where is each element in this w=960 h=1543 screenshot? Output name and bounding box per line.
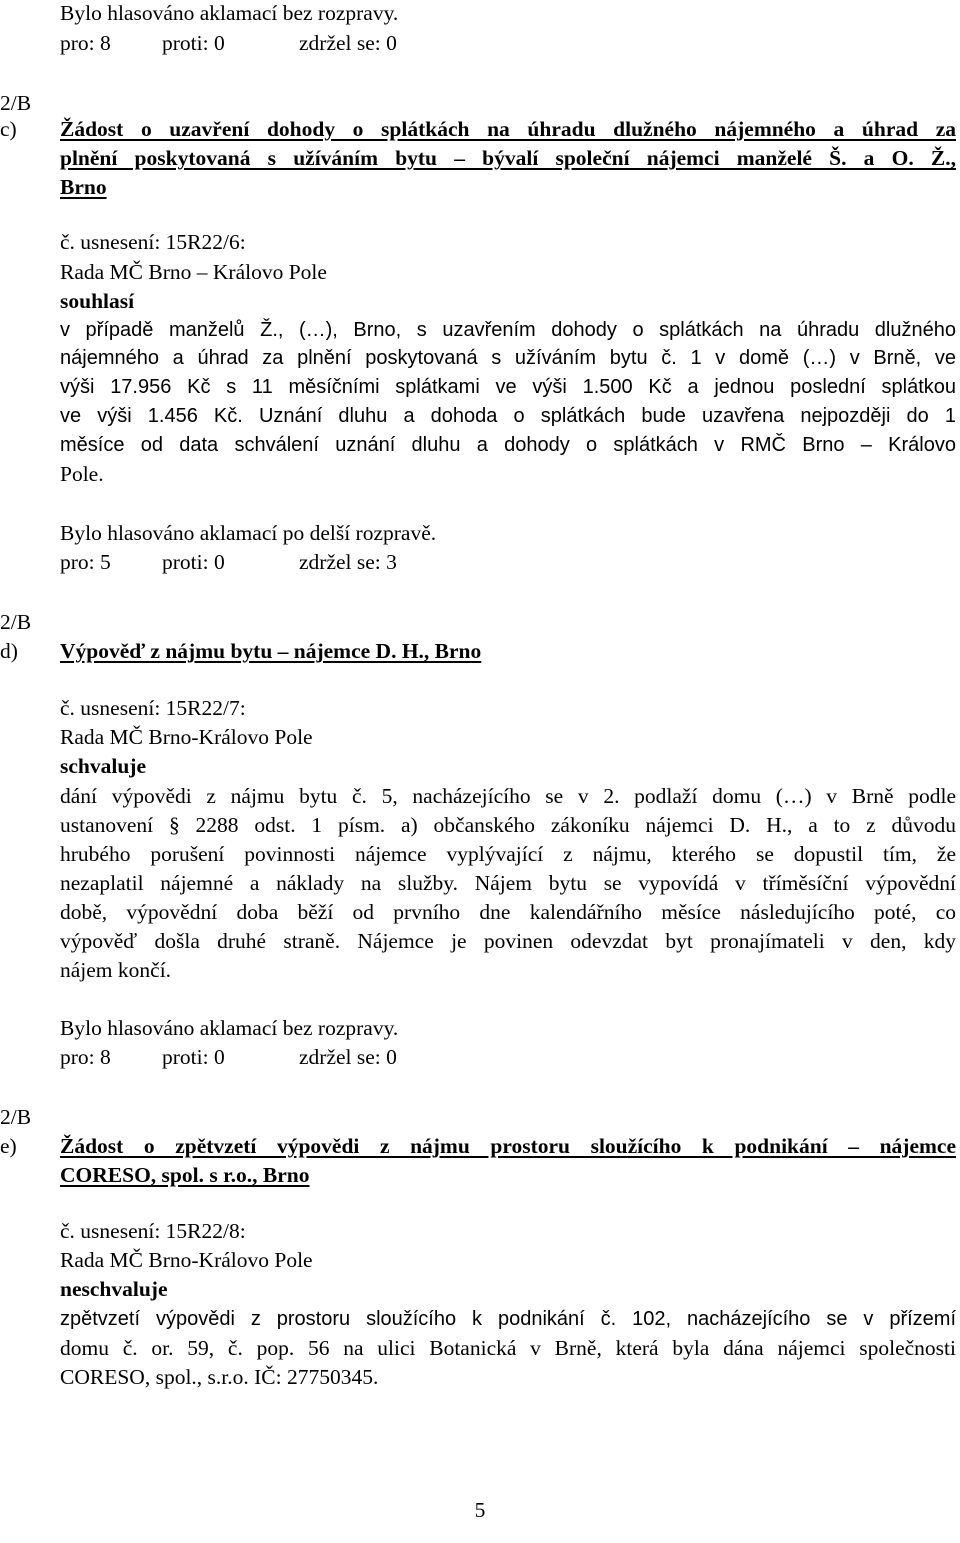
vote-counts [60, 549, 397, 575]
body-line: nezaplatil nájemné a náklady na služby. Nájem bytu se vypovídá v tříměsíční výpovědní [60, 871, 956, 895]
item-title: CORESO, spol. s r.o., Brno [60, 1163, 310, 1187]
body-line: výši 17.956 Kč s 11 měsíčními splátkami ve výši 1.500 Kč a jednou poslední splátkou [60, 376, 956, 398]
body-line: Pole. [60, 462, 104, 486]
body-line: dání výpovědi z nájmu bytu č. 5, nacházejícího se v 2. podlaží domu (…) v Brně podle [60, 784, 956, 808]
vote-pro: pro: 8 [60, 31, 111, 55]
council-name: Rada MČ Brno – Královo Pole [60, 260, 327, 284]
section-label: 2/B [0, 610, 32, 634]
vote-abstain: zdržel se: 0 [299, 31, 397, 55]
item-letter: d) [0, 639, 18, 663]
vote-text: Bylo hlasováno aklamací po delší rozpravě. [60, 521, 437, 545]
item-title: plnění poskytovaná s užíváním bytu – bývalí společní nájemci manželé Š. a O. Ž., [60, 146, 956, 170]
body-line: měsíce od data schválení uznání dluhu a dohody o splátkách v RMČ Brno – Královo [60, 434, 956, 456]
vote-counts [60, 1044, 397, 1070]
vote-text: Bylo hlasováno aklamací bez rozpravy. [60, 1016, 399, 1040]
resolution-number: č. usnesení: 15R22/6: [60, 230, 246, 254]
body-line: nájem končí. [60, 958, 172, 982]
vote-proti: proti: 0 [162, 550, 225, 574]
item-letter: e) [0, 1134, 17, 1158]
vote-abstain: zdržel se: 0 [299, 1045, 397, 1069]
council-name: Rada MČ Brno-Královo Pole [60, 1248, 313, 1272]
item-title: Výpověď z nájmu bytu – nájemce D. H., Brno [60, 639, 482, 663]
body-line: domu č. or. 59, č. pop. 56 na ulici Botanická v Brně, která byla dána nájemci společnosti [60, 1336, 956, 1360]
resolution-verb: souhlasí [60, 289, 135, 313]
section-label: 2/B [0, 1105, 32, 1129]
body-line: výpověď došla druhé straně. Nájemce je povinen odevzdat byt pronajímateli v den, kdy [60, 929, 956, 953]
vote-pro: pro: 5 [60, 550, 111, 574]
item-title: Žádost o zpětvzetí výpovědi z nájmu prostoru sloužícího k podnikání – nájemce [60, 1134, 956, 1158]
resolution-verb: neschvaluje [60, 1277, 168, 1301]
body-line: ustanovení § 2288 odst. 1 písm. a) občanského zákoníku nájemci D. H., a to z důvodu [60, 813, 956, 837]
item-title: Žádost o uzavření dohody o splátkách na úhradu dlužného nájemného a úhrad za [60, 117, 956, 141]
body-line: v případě manželů Ž., (…), Brno, s uzavřením dohody o splátkách na úhradu dlužného [60, 319, 956, 341]
council-name: Rada MČ Brno-Královo Pole [60, 725, 313, 749]
resolution-number: č. usnesení: 15R22/8: [60, 1219, 246, 1243]
body-line: zpětvzetí výpovědi z prostoru sloužícího k podnikání č. 102, nacházejícího se v přízemí [60, 1308, 956, 1330]
resolution-verb: schvaluje [60, 754, 146, 778]
vote-abstain: zdržel se: 3 [299, 550, 397, 574]
vote-text: Bylo hlasováno aklamací bez rozpravy. [60, 1, 399, 25]
page-number: 5 [474, 1498, 486, 1522]
section-label: 2/B [0, 91, 32, 115]
body-line: ve výši 1.456 Kč. Uznání dluhu a dohoda o splátkách bude uzavřena nejpozději do 1 [60, 405, 956, 427]
vote-pro: pro: 8 [60, 1045, 111, 1069]
resolution-number: č. usnesení: 15R22/7: [60, 696, 246, 720]
body-line: době, výpovědní doba běží od prvního dne kalendářního měsíce následujícího poté, co [60, 900, 956, 924]
body-line: CORESO, spol., s.r.o. IČ: 27750345. [60, 1365, 379, 1389]
vote-proti: proti: 0 [162, 1045, 225, 1069]
vote-proti: proti: 0 [162, 31, 225, 55]
item-title: Brno [60, 175, 107, 199]
body-line: nájemného a úhrad za plnění poskytovaná s užíváním bytu č. 1 v domě (…) v Brně, ve [60, 347, 956, 369]
item-letter: c) [0, 117, 17, 141]
vote-counts [60, 30, 397, 56]
body-line: hrubého porušení povinnosti nájemce vyplývající z nájmu, kterého se dopustil tím, že [60, 842, 956, 866]
